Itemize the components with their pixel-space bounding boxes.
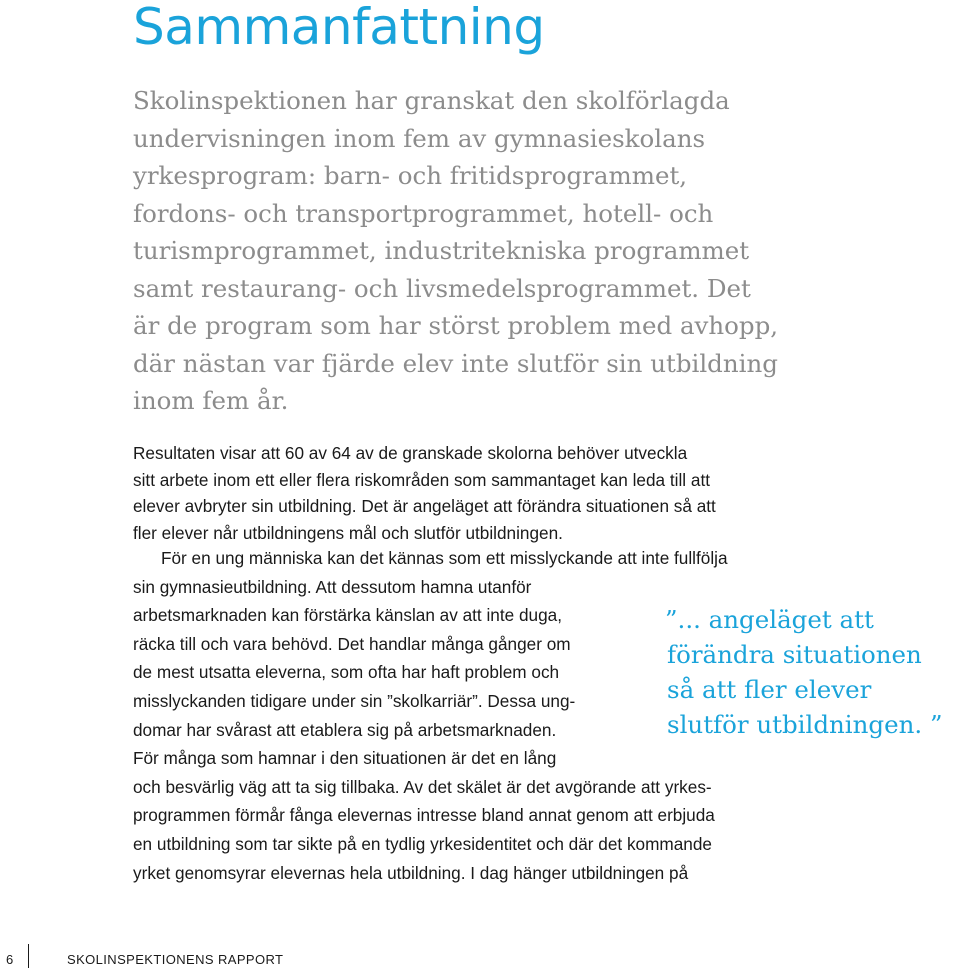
body-line: de mest utsatta eleverna, som ofta har haft problem och xyxy=(133,662,560,683)
lead-line: turismprogrammet, industritekniska programmet xyxy=(133,236,750,265)
body-line: och besvärlig väg att ta sig tillbaka. Av det skälet är det avgörande att yrkes- xyxy=(133,776,712,797)
footer-divider xyxy=(28,944,29,968)
lead-line: fordons- och transportprogrammet, hotell- och xyxy=(133,198,714,228)
pull-quote-line: ”... angeläget att xyxy=(665,605,874,634)
body-line: sin gymnasieutbildning. Att dessutom hamna utanför xyxy=(133,576,532,597)
lead-line: yrkesprogram: barn- och fritidsprogrammet, xyxy=(133,161,688,190)
lead-line: samt restaurang- och livsmedelsprogrammet. Det xyxy=(133,273,751,303)
pull-quote-line: så att fler elever xyxy=(667,675,872,704)
lead-line: är de program som har störst problem med avhopp, xyxy=(133,311,779,340)
body-line: yrket genomsyrar elevernas hela utbildning. I dag hänger utbildningen på xyxy=(133,862,689,883)
page-title: Sammanfattning xyxy=(133,0,545,56)
body-line: elever avbryter sin utbildning. Det är angeläget att förändra situationen så att xyxy=(133,496,716,516)
lead-line: Skolinspektionen har granskat den skolförlagda xyxy=(133,86,730,115)
body-line: För en ung människa kan det kännas som ett misslyckande att inte fullfölja xyxy=(161,548,728,568)
body-line: Resultaten visar att 60 av 64 av de granskade skolorna behöver utveckla xyxy=(133,443,688,463)
body-line: programmen förmår fånga elevernas intresse bland annat genom att erbjuda xyxy=(133,805,715,826)
body-line: fler elever når utbildningens mål och slutför utbildningen. xyxy=(133,522,563,543)
lead-line: undervisningen inom fem av gymnasieskolans xyxy=(133,123,706,153)
lead-paragraph xyxy=(133,82,933,420)
body-paragraph-1 xyxy=(133,440,853,546)
pull-quote-line: slutför utbildningen. ” xyxy=(667,710,943,739)
footer-label: SKOLINSPEKTIONENS RAPPORT xyxy=(67,952,284,967)
pull-quote-line: förändra situationen xyxy=(667,640,922,669)
body-line: räcka till och vara behövd. Det handlar många gånger om xyxy=(133,633,571,654)
pull-quote xyxy=(665,602,960,742)
lead-line: där nästan var fjärde elev inte slutför sin utbildning xyxy=(133,348,778,378)
body-line: misslyckanden tidigare under sin ”skolkarriär”. Dessa ung- xyxy=(133,690,576,711)
body-line: en utbildning som tar sikte på en tydlig yrkesidentitet och där det kommande xyxy=(133,833,712,854)
body-line: domar har svårast att etablera sig på arbetsmarknaden. xyxy=(133,719,557,740)
lead-line: inom fem år. xyxy=(133,386,289,415)
page-number: 6 xyxy=(6,952,14,967)
body-line: sitt arbete inom ett eller flera riskområden som sammantaget kan leda till att xyxy=(133,469,710,490)
body-line: För många som hamnar i den situationen är det en lång xyxy=(133,748,557,769)
body-line: arbetsmarknaden kan förstärka känslan av att inte duga, xyxy=(133,605,562,626)
